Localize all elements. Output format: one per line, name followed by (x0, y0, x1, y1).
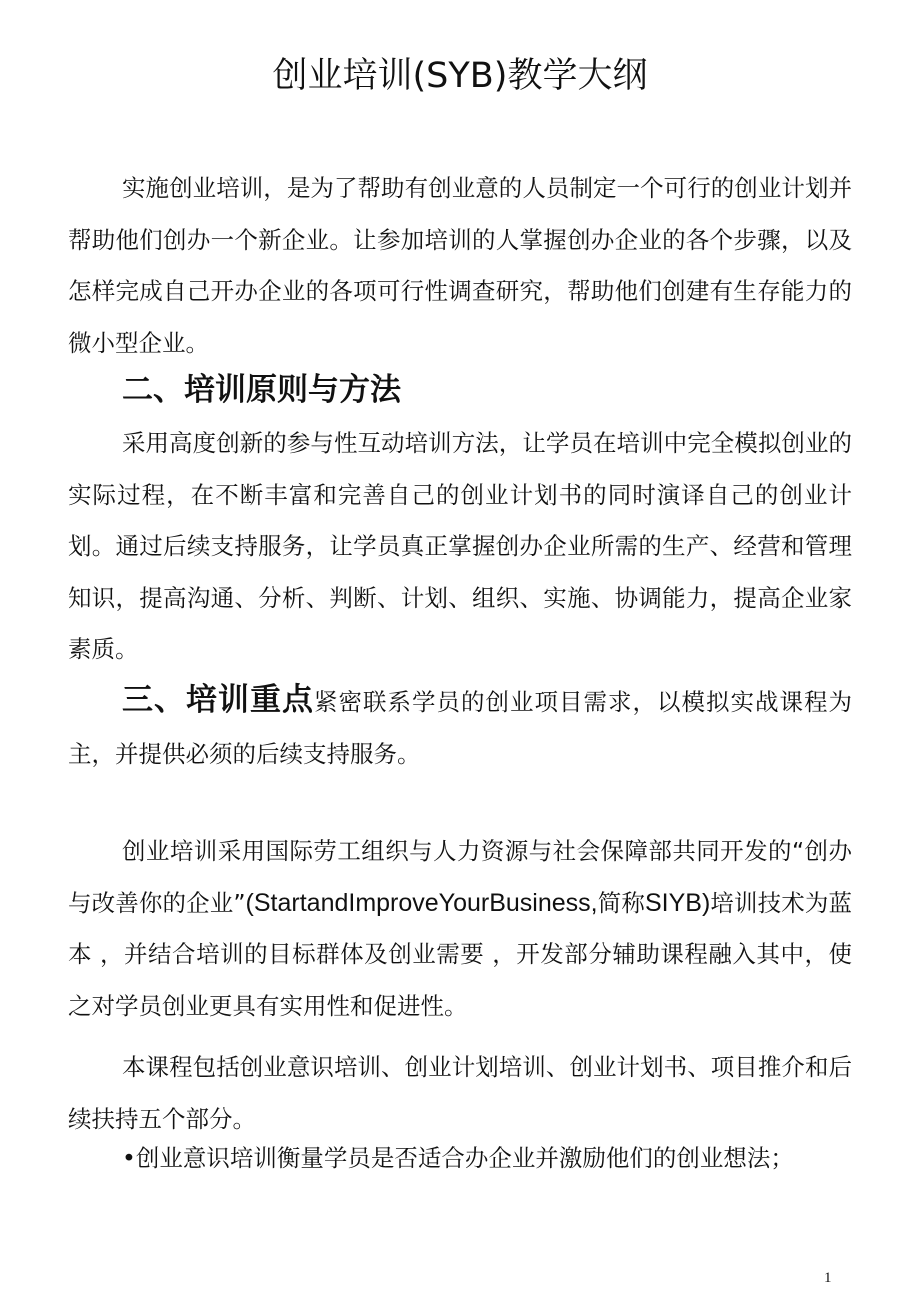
principles-paragraph: 采用高度创新的参与性互动培训方法，让学员在培训中完全模拟创业的实际过程，在不断丰富和完善自己的创业计划书的同时演译自己的创业计划。通过后续支持服务，让学员真正掌握创办企业所需的生产、经营和管理知识，提高沟通、分析、判断、计划、组织、实施、协调能力，提高企业家素质。 (68, 429, 852, 663)
bullet-item: •创业意识培训衡量学员是否适合办企业并激励他们的创业想法； (122, 1144, 794, 1172)
siyb-paragraph (68, 826, 852, 1032)
intro-paragraph: 实施创业培训，是为了帮助有创业意的人员制定一个可行的创业计划并帮助他们创办一个新企业。让参加培训的人掌握创办企业的各个步骤，以及怎样完成自己开办企业的各项可行性调查研究，帮助他们创建有生存能力的微小型企业。 (68, 174, 852, 357)
section-heading-principles: 二、培训原则与方法 (122, 372, 401, 408)
page-number: 1 (824, 1270, 832, 1286)
focus-text: 紧密联系学员的创业项目需求，以模拟实战课程为主，并提供必须的后续支持服务。 (68, 688, 852, 768)
siyb-text-a: 创业培训采用国际劳工组织与人力资源与社会保障部共同开发的“创办与改善你的企业” (68, 837, 852, 917)
focus-paragraph (68, 675, 852, 780)
section-heading-focus: 三、培训重点 (122, 682, 314, 718)
document-title: 创业培训(SYB)教学大纲 (272, 56, 648, 96)
siyb-text-c: 培训技术为蓝本 ，并结合培训的目标群体及创业需要 ，开发部分辅助课程融入其中，使之对学员创业更具有实用性和促进性。 (68, 888, 853, 1020)
siyb-english-name: (StartandImproveYourBusiness, (245, 888, 598, 917)
siyb-abbrev: SIYB) (644, 888, 711, 917)
siyb-text-b: 简称 (597, 888, 645, 917)
course-parts-paragraph: 本课程包括创业意识培训、创业计划培训、创业计划书、项目推介和后续扶持五个部分。 (68, 1053, 852, 1133)
